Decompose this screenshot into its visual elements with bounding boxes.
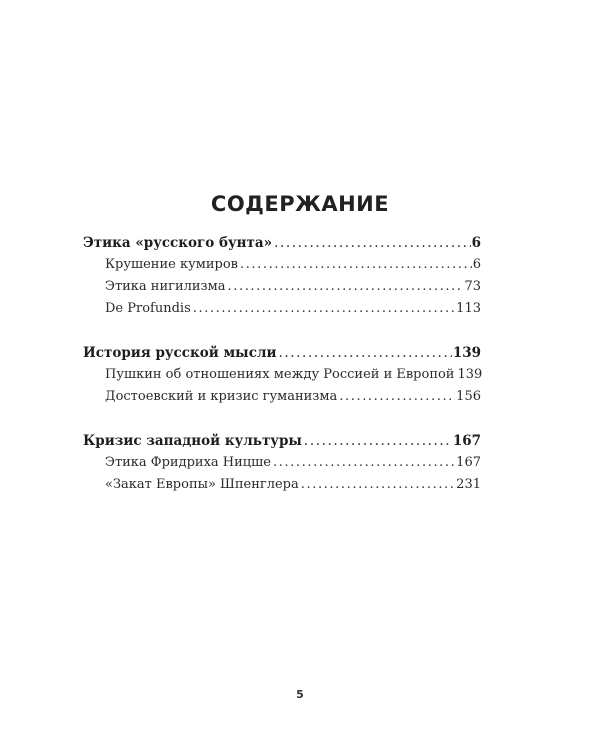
toc-entry[interactable] bbox=[83, 364, 481, 386]
toc-entry-page: 113 bbox=[456, 301, 481, 316]
toc-entry[interactable] bbox=[83, 298, 481, 320]
dot-leader bbox=[273, 452, 455, 474]
page-number: 5 bbox=[296, 688, 304, 701]
toc-entry-page: 156 bbox=[456, 389, 481, 404]
toc-section-heading[interactable] bbox=[83, 342, 481, 364]
toc-entry-page: 167 bbox=[456, 455, 481, 470]
toc-entry-title: Кризис западной культуры bbox=[83, 433, 302, 449]
toc-section-heading[interactable] bbox=[83, 430, 481, 452]
toc-entry-page: 139 bbox=[457, 367, 483, 382]
toc-entry-page: 231 bbox=[456, 477, 481, 492]
page-title: СОДЕРЖАНИЕ bbox=[210, 192, 390, 216]
table-of-contents bbox=[83, 232, 481, 518]
dot-leader bbox=[193, 298, 455, 320]
toc-entry-title: Этика Фридриха Ницше bbox=[105, 455, 271, 470]
dot-leader bbox=[301, 474, 455, 496]
toc-entry-page: 6 bbox=[472, 257, 481, 272]
dot-leader bbox=[339, 386, 455, 408]
toc-entry-title: «Закат Европы» Шпенглера bbox=[105, 477, 299, 492]
toc-entry[interactable] bbox=[83, 276, 481, 298]
toc-section-heading[interactable] bbox=[83, 232, 481, 254]
toc-entry-page: 139 bbox=[452, 345, 481, 361]
dot-leader bbox=[240, 254, 472, 276]
toc-entry-title: De Profundis bbox=[105, 301, 191, 316]
toc-entry-title: История русской мысли bbox=[83, 345, 277, 361]
toc-entry[interactable] bbox=[83, 474, 481, 496]
toc-section bbox=[83, 430, 481, 496]
toc-entry[interactable] bbox=[83, 386, 481, 408]
toc-entry-title: Этика «русского бунта» bbox=[83, 235, 273, 251]
toc-entry-title: Этика нигилизма bbox=[105, 279, 226, 294]
toc-entry[interactable] bbox=[83, 452, 481, 474]
toc-section bbox=[83, 232, 481, 320]
dot-leader bbox=[228, 276, 464, 298]
dot-leader bbox=[274, 232, 471, 254]
toc-entry-page: 167 bbox=[452, 433, 481, 449]
toc-entry-title: Крушение кумиров bbox=[105, 257, 238, 272]
toc-entry-title: Пушкин об отношениях между Россией и Европой bbox=[105, 367, 455, 382]
toc-entry[interactable] bbox=[83, 254, 481, 276]
toc-section bbox=[83, 342, 481, 408]
toc-entry-title: Достоевский и кризис гуманизма bbox=[105, 389, 338, 404]
dot-leader bbox=[304, 430, 452, 452]
toc-entry-page: 6 bbox=[471, 235, 481, 251]
toc-entry-page: 73 bbox=[464, 279, 481, 294]
dot-leader bbox=[278, 342, 451, 364]
